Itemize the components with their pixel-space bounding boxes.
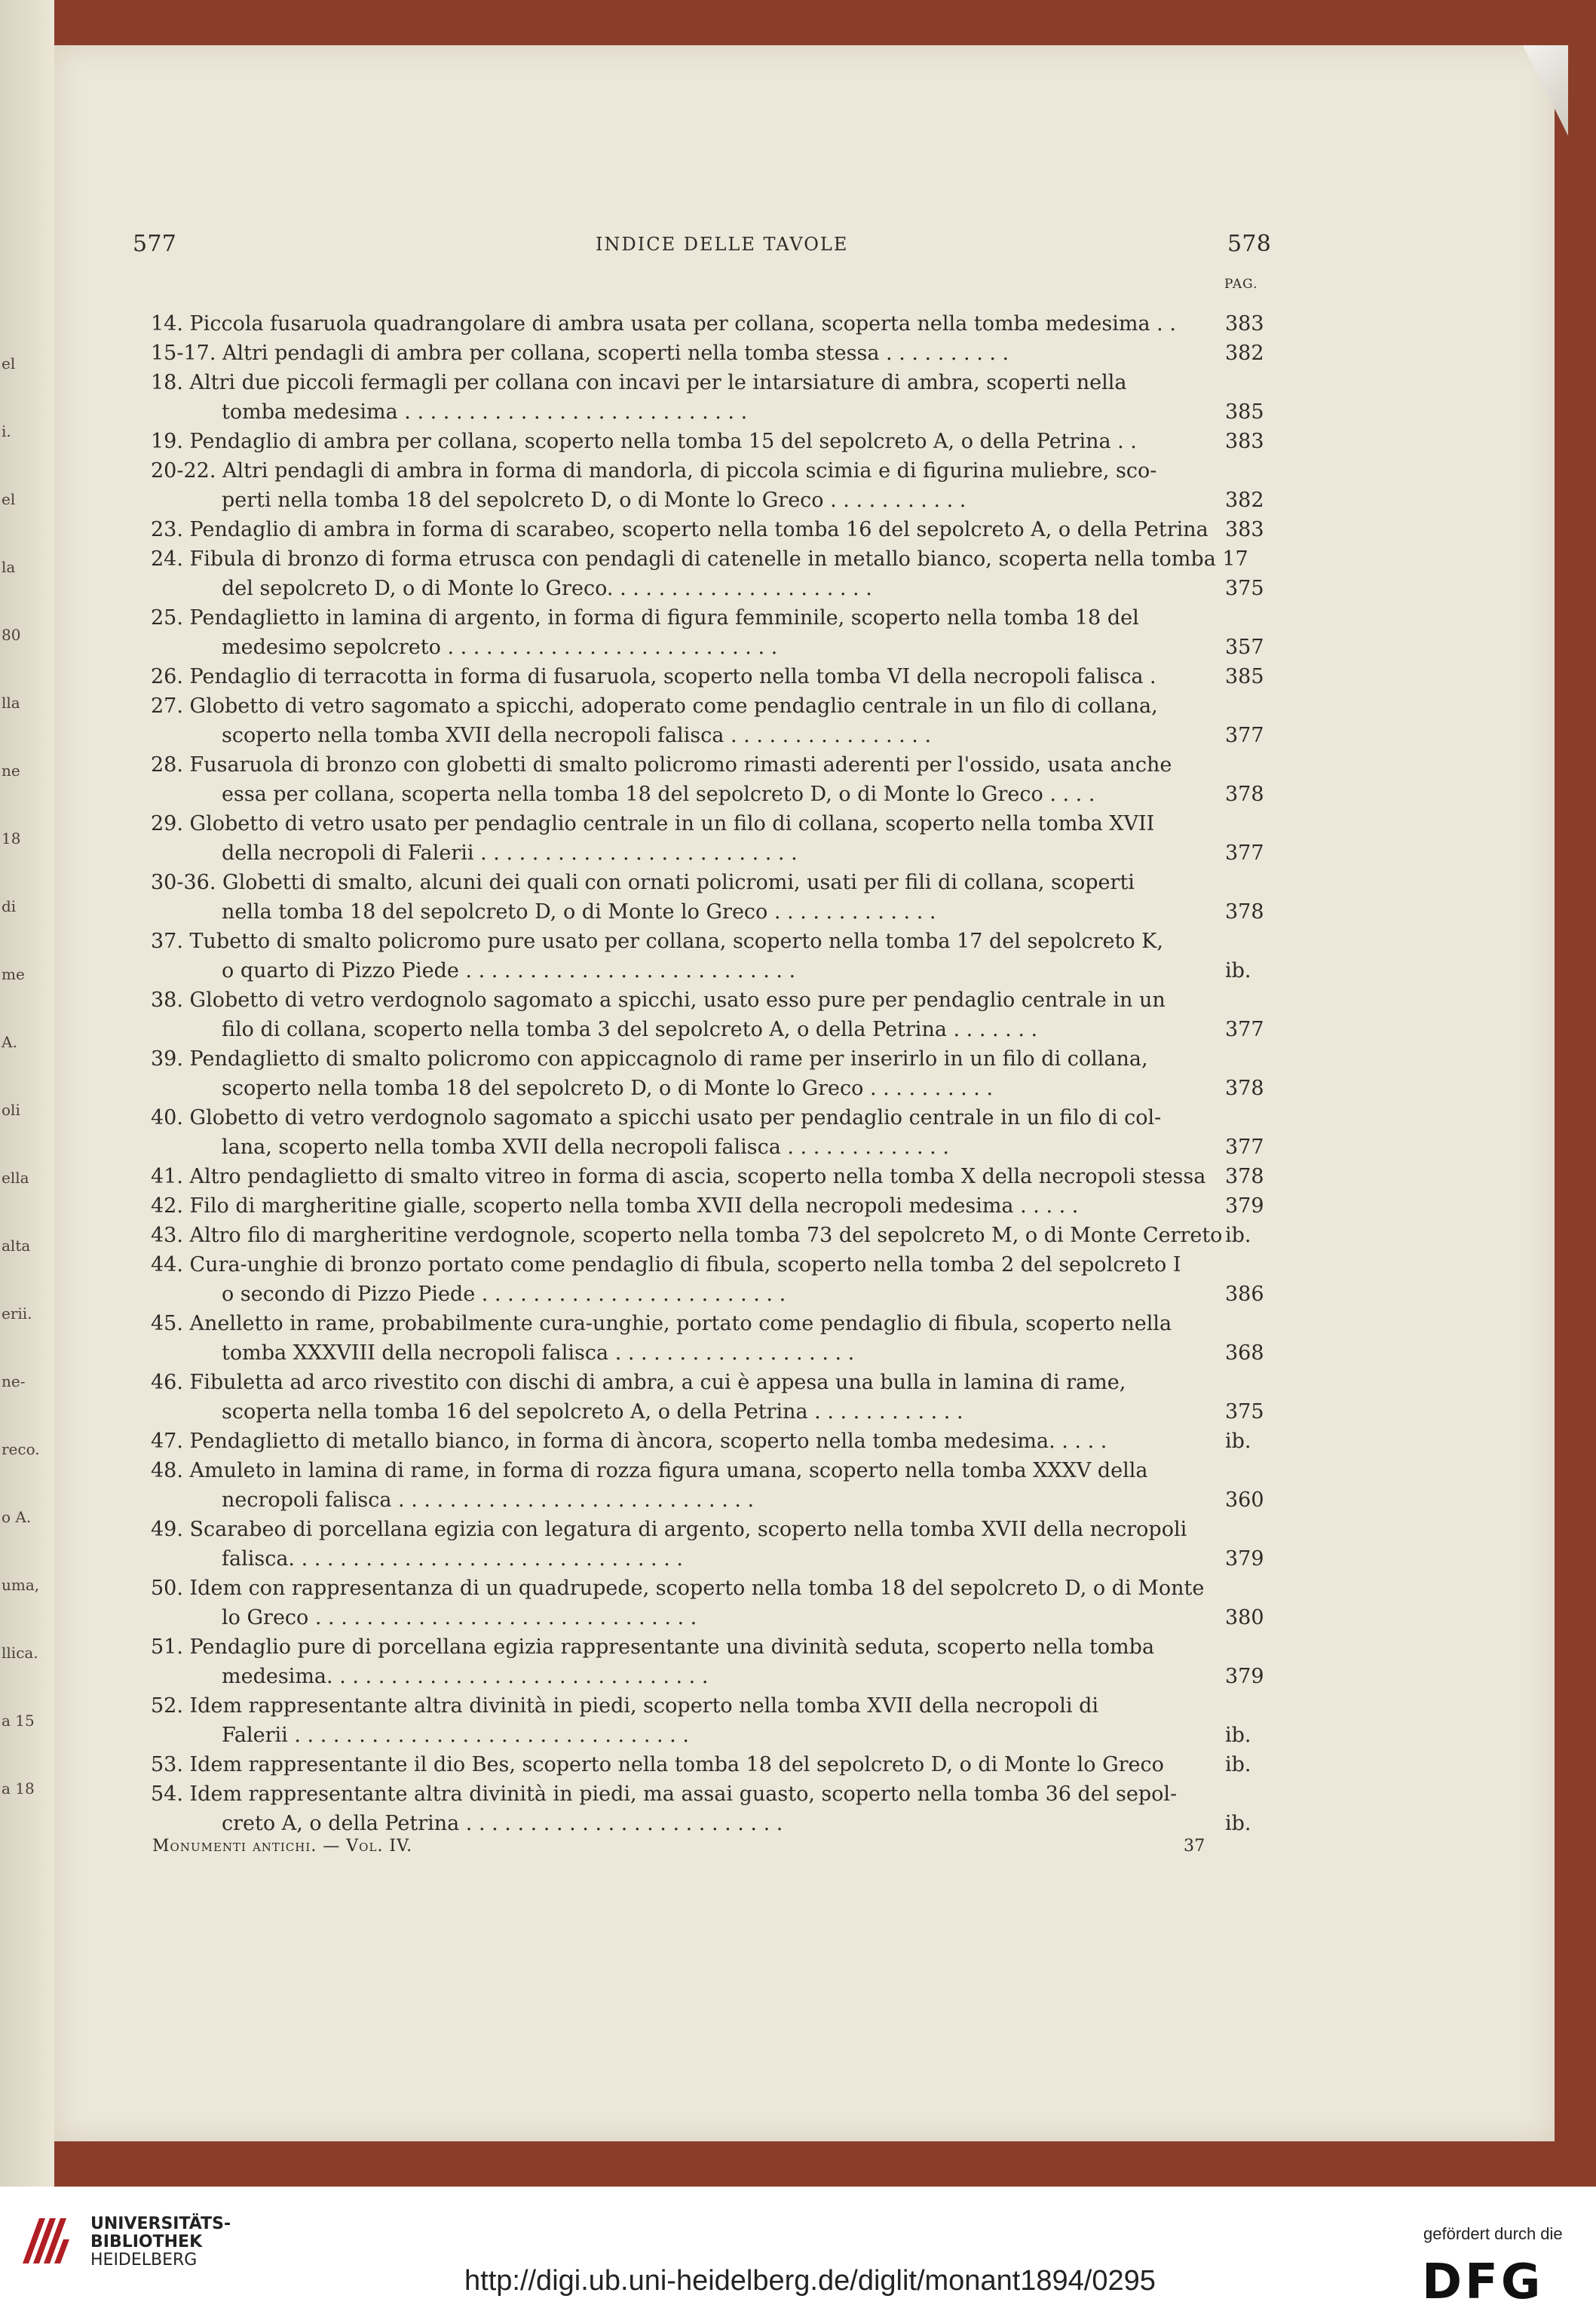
index-entry-line	[151, 456, 1282, 486]
entry-text: 25. Pendaglietto in lamina di argento, in forma di figura femminile, scoperto nella tomba 18 del	[151, 606, 1139, 630]
entry-page-ref: 378	[1225, 783, 1264, 806]
library-name-line2: BIBLIOTHEK	[90, 2233, 203, 2251]
left-page-number: 577	[133, 231, 177, 257]
entry-text: creto A, o della Petrina . . . . . . . . . . . . . . . . . . . . . . . . .	[222, 1812, 783, 1835]
dfg-logo: DFG	[1422, 2254, 1544, 2310]
index-entry-line	[151, 309, 1282, 339]
index-entry-continuation	[151, 897, 1282, 927]
entry-page-ref: 383	[1225, 312, 1264, 336]
plate-index-list	[151, 309, 1282, 1838]
index-entry-continuation	[151, 1603, 1282, 1632]
facing-page-fragment: o A.	[2, 1508, 32, 1526]
facing-page-fragment: oli	[2, 1101, 20, 1119]
library-name-line1: UNIVERSITÄTS-	[90, 2214, 231, 2233]
entry-text: 39. Pendaglietto di smalto policromo con appiccagnolo di rame per inserirlo in un filo di collana,	[151, 1047, 1148, 1071]
entry-text: 45. Anelletto in rame, probabilmente cura-unghie, portato come pendaglio di fibula, scoperto nella	[151, 1312, 1172, 1335]
entry-text: 46. Fibuletta ad arco rivestito con dischi di ambra, a cui è appesa una bulla in lamina di rame,	[151, 1371, 1126, 1394]
index-entry-continuation	[151, 1280, 1282, 1309]
entry-text: o secondo di Pizzo Piede . . . . . . . . . . . . . . . . . . . . . . . .	[222, 1283, 786, 1306]
entry-page-ref: 386	[1225, 1283, 1264, 1306]
entry-text: 30-36. Globetti di smalto, alcuni dei quali con ornati policromi, usati per fili di collana, scoperti	[151, 871, 1135, 894]
entry-text: necropoli falisca . . . . . . . . . . . . . . . . . . . . . . . . . . . .	[222, 1488, 755, 1512]
entry-text: 40. Globetto di vetro verdognolo sagomato a spicchi usato per pendaglio centrale in un filo di col-	[151, 1106, 1162, 1129]
entry-text: 43. Altro filo di margheritine verdognole, scoperto nella tomba 73 del sepolcreto M, o di Monte Cerreto	[151, 1224, 1223, 1247]
entry-text: Falerii . . . . . . . . . . . . . . . . . . . . . . . . . . . . . . .	[222, 1724, 689, 1747]
index-entry-continuation	[151, 1662, 1282, 1691]
index-entry-line	[151, 1191, 1282, 1221]
adjacent-page-strip	[0, 0, 54, 2187]
index-entry-continuation	[151, 1397, 1282, 1427]
entry-page-ref: 360	[1225, 1488, 1264, 1512]
entry-text: 48. Amuleto in lamina di rame, in forma di rozza figura umana, scoperto nella tomba XXXV della	[151, 1459, 1148, 1482]
index-entry-line	[151, 1691, 1282, 1721]
university-library-logo-icon	[17, 2211, 77, 2271]
entry-text: scoperta nella tomba 16 del sepolcreto A, o della Petrina . . . . . . . . . . . .	[222, 1400, 963, 1424]
index-entry-line	[151, 1368, 1282, 1397]
entry-text: 42. Filo di margheritine gialle, scoperto nella tomba XVII della necropoli medesima . . . . .	[151, 1194, 1079, 1218]
facing-page-fragment: di	[2, 897, 17, 915]
entry-text: filo di collana, scoperto nella tomba 3 del sepolcreto A, o della Petrina . . . . . . .	[222, 1018, 1038, 1041]
entry-page-ref: 379	[1225, 1547, 1264, 1571]
index-entry-line	[151, 1221, 1282, 1250]
entry-text: nella tomba 18 del sepolcreto D, o di Monte lo Greco . . . . . . . . . . . . .	[222, 900, 936, 924]
facing-page-fragment: A.	[2, 1033, 17, 1051]
running-title: INDICE DELLE TAVOLE	[596, 234, 849, 255]
facing-page-fragment: el	[2, 490, 16, 508]
facing-page-fragment: reco.	[2, 1440, 40, 1458]
index-entry-line	[151, 1632, 1282, 1662]
index-entry-line	[151, 515, 1282, 544]
entry-page-ref: 375	[1225, 577, 1264, 600]
index-entry-continuation	[151, 1544, 1282, 1574]
index-entry-continuation	[151, 780, 1282, 809]
entry-page-ref: 377	[1225, 1136, 1264, 1159]
entry-text: 23. Pendaglio di ambra in forma di scarabeo, scoperto nella tomba 16 del sepolcreto A, o della Petrina	[151, 518, 1208, 541]
index-entry-continuation	[151, 1485, 1282, 1515]
entry-text: 51. Pendaglio pure di porcellana egizia rappresentante una divinità seduta, scoperto nella tomba	[151, 1635, 1155, 1659]
entry-page-ref: 377	[1225, 841, 1264, 865]
facing-page-fragment: la	[2, 558, 16, 576]
index-entry-line	[151, 368, 1282, 397]
entry-page-ref: 378	[1225, 1077, 1264, 1100]
index-entry-continuation	[151, 838, 1282, 868]
entry-text: lo Greco . . . . . . . . . . . . . . . . . . . . . . . . . . . . . .	[222, 1606, 697, 1629]
facing-page-fragment: i.	[2, 422, 11, 440]
index-entry-line	[151, 1515, 1282, 1544]
entry-text: essa per collana, scoperta nella tomba 18 del sepolcreto D, o di Monte lo Greco . . . .	[222, 783, 1095, 806]
entry-text: 37. Tubetto di smalto policromo pure usato per collana, scoperto nella tomba 17 del sepolcreto K,	[151, 930, 1163, 953]
entry-page-ref: 379	[1225, 1194, 1264, 1218]
facing-page-fragment: a 15	[2, 1712, 35, 1730]
index-entry-continuation	[151, 1721, 1282, 1750]
index-entry-line	[151, 1044, 1282, 1074]
entry-text: tomba medesima . . . . . . . . . . . . . . . . . . . . . . . . . . .	[222, 400, 748, 424]
entry-page-ref: 378	[1225, 1165, 1264, 1188]
entry-page-ref: ib.	[1225, 959, 1251, 982]
facing-page-fragment: 18	[2, 829, 21, 847]
index-entry-continuation	[151, 633, 1282, 662]
index-entry-line	[151, 603, 1282, 633]
entry-page-ref: 357	[1225, 636, 1264, 659]
right-page-number: 578	[1227, 231, 1272, 257]
entry-text: medesimo sepolcreto . . . . . . . . . . . . . . . . . . . . . . . . . .	[222, 636, 778, 659]
index-entry-line	[151, 1456, 1282, 1485]
entry-text: 26. Pendaglio di terracotta in forma di fusaruola, scoperto nella tomba VI della necropoli falisca .	[151, 665, 1156, 688]
facing-page-fragment: llica.	[2, 1644, 38, 1662]
index-entry-continuation	[151, 956, 1282, 985]
entry-text: tomba XXXVIII della necropoli falisca . . . . . . . . . . . . . . . . . . .	[222, 1341, 855, 1365]
entry-text: della necropoli di Falerii . . . . . . . . . . . . . . . . . . . . . . . . .	[222, 841, 798, 865]
index-entry-line	[151, 809, 1282, 838]
funding-caption: gefördert durch die	[1423, 2224, 1563, 2243]
entry-page-ref: 379	[1225, 1665, 1264, 1688]
index-entry-line	[151, 985, 1282, 1015]
entry-text: 27. Globetto di vetro sagomato a spicchi, adoperato come pendaglio centrale in un filo di collana,	[151, 694, 1158, 718]
entry-text: 41. Altro pendaglietto di smalto vitreo in forma di ascia, scoperto nella tomba X della necropoli stessa	[151, 1165, 1206, 1188]
index-entry-continuation	[151, 486, 1282, 515]
entry-page-ref: 377	[1225, 1018, 1264, 1041]
facing-page-fragment: ne-	[2, 1372, 26, 1390]
index-entry-line	[151, 691, 1282, 721]
index-entry-continuation	[151, 1809, 1282, 1838]
index-entry-continuation	[151, 397, 1282, 427]
entry-page-ref: ib.	[1225, 1430, 1251, 1453]
index-entry-line	[151, 1162, 1282, 1191]
facing-page-fragment: uma,	[2, 1576, 40, 1594]
index-entry-line	[151, 868, 1282, 897]
entry-page-ref: 382	[1225, 489, 1264, 512]
entry-text: 29. Globetto di vetro usato per pendaglio centrale in un filo di collana, scoperto nella tomba XVII	[151, 812, 1155, 835]
library-city: HEIDELBERG	[90, 2251, 198, 2270]
entry-page-ref: 383	[1225, 518, 1264, 541]
facing-page-fragment: lla	[2, 694, 20, 712]
index-entry-line	[151, 1309, 1282, 1338]
facing-page-fragment: alta	[2, 1237, 31, 1255]
entry-text: 44. Cura-unghie di bronzo portato come pendaglio di fibula, scoperto nella tomba 2 del sepolcreto I	[151, 1253, 1181, 1277]
entry-text: 54. Idem rappresentante altra divinità in piedi, ma assai guasto, scoperto nella tomba 36 del sepol-	[151, 1782, 1178, 1806]
index-entry-continuation	[151, 1132, 1282, 1162]
facing-page-fragment: 80	[2, 626, 21, 644]
facing-page-fragment: ella	[2, 1169, 29, 1187]
entry-page-ref: 380	[1225, 1606, 1264, 1629]
entry-text: 38. Globetto di vetro verdognolo sagomato a spicchi, usato esso pure per pendaglio centrale in un	[151, 988, 1166, 1012]
entry-page-ref: ib.	[1225, 1724, 1251, 1747]
entry-page-ref: 368	[1225, 1341, 1264, 1365]
index-entry-continuation	[151, 721, 1282, 750]
entry-text: 20-22. Altri pendagli di ambra in forma di mandorla, di piccola scimia e di figurina muliebre, sco-	[151, 459, 1157, 483]
facing-page-fragment: erii.	[2, 1304, 32, 1323]
index-entry-continuation	[151, 1015, 1282, 1044]
entry-text: 49. Scarabeo di porcellana egizia con legatura di argento, scoperto nella tomba XVII della necropoli	[151, 1518, 1187, 1541]
entry-page-ref: ib.	[1225, 1224, 1251, 1247]
entry-text: 47. Pendaglietto di metallo bianco, in forma di àncora, scoperto nella tomba medesima. . . . .	[151, 1430, 1107, 1453]
entry-text: falisca. . . . . . . . . . . . . . . . . . . . . . . . . . . . . . .	[222, 1547, 683, 1571]
footer-signature: 37	[1184, 1837, 1205, 1856]
permalink-url[interactable]: http://digi.ub.uni-heidelberg.de/diglit/monant1894/0295	[464, 2265, 1156, 2297]
index-entry-line	[151, 1427, 1282, 1456]
footer-publication: Monumenti antichi. — Vol. IV.	[152, 1837, 413, 1856]
index-entry-line	[151, 339, 1282, 368]
entry-text: 19. Pendaglio di ambra per collana, scoperto nella tomba 15 del sepolcreto A, o della Petrina . .	[151, 430, 1137, 453]
page-column-label: PAG.	[1224, 277, 1258, 292]
entry-text: 52. Idem rappresentante altra divinità in piedi, scoperto nella tomba XVII della necropoli di	[151, 1694, 1099, 1718]
index-entry-line	[151, 1103, 1282, 1132]
entry-text: 18. Altri due piccoli fermagli per collana con incavi per le intarsiature di ambra, scoperti nella	[151, 371, 1127, 394]
entry-page-ref: 385	[1225, 400, 1264, 424]
index-entry-line	[151, 427, 1282, 456]
facing-page-fragment: el	[2, 354, 16, 372]
index-entry-line	[151, 927, 1282, 956]
entry-text: 28. Fusaruola di bronzo con globetti di smalto policromo rimasti aderenti per l'ossido, usata anche	[151, 753, 1172, 777]
index-entry-continuation	[151, 1074, 1282, 1103]
index-entry-line	[151, 662, 1282, 691]
facing-page-fragment: ne	[2, 762, 20, 780]
entry-text: scoperto nella tomba XVII della necropoli falisca . . . . . . . . . . . . . . . .	[222, 724, 932, 747]
entry-text: 53. Idem rappresentante il dio Bes, scoperto nella tomba 18 del sepolcreto D, o di Monte lo Greco	[151, 1753, 1164, 1776]
entry-text: del sepolcreto D, o di Monte lo Greco. . . . . . . . . . . . . . . . . . . . .	[222, 577, 872, 600]
entry-text: 24. Fibula di bronzo di forma etrusca con pendagli di catenelle in metallo bianco, scoperta nella tomba 17	[151, 547, 1248, 571]
index-entry-line	[151, 1750, 1282, 1779]
entry-page-ref: ib.	[1225, 1753, 1251, 1776]
index-entry-continuation	[151, 574, 1282, 603]
index-entry-line	[151, 1574, 1282, 1603]
index-entry-line	[151, 544, 1282, 574]
entry-text: 14. Piccola fusaruola quadrangolare di ambra usata per collana, scoperta nella tomba medesima . .	[151, 312, 1176, 336]
facing-page-fragment: a 18	[2, 1779, 35, 1798]
entry-text: perti nella tomba 18 del sepolcreto D, o di Monte lo Greco . . . . . . . . . . .	[222, 489, 966, 512]
entry-text: 15-17. Altri pendagli di ambra per collana, scoperti nella tomba stessa . . . . . . . . . .	[151, 342, 1009, 365]
index-entry-line	[151, 750, 1282, 780]
entry-text: medesima. . . . . . . . . . . . . . . . . . . . . . . . . . . . . .	[222, 1665, 709, 1688]
entry-page-ref: 382	[1225, 342, 1264, 365]
entry-page-ref: 375	[1225, 1400, 1264, 1424]
entry-page-ref: 383	[1225, 430, 1264, 453]
facing-page-fragment: me	[2, 965, 25, 983]
entry-text: o quarto di Pizzo Piede . . . . . . . . . . . . . . . . . . . . . . . . . .	[222, 959, 796, 982]
entry-page-ref: 378	[1225, 900, 1264, 924]
entry-page-ref: 377	[1225, 724, 1264, 747]
entry-text: lana, scoperto nella tomba XVII della necropoli falisca . . . . . . . . . . . . .	[222, 1136, 949, 1159]
index-entry-line	[151, 1250, 1282, 1280]
entry-page-ref: ib.	[1225, 1812, 1251, 1835]
library-name	[90, 2215, 231, 2270]
index-entry-line	[151, 1779, 1282, 1809]
entry-text: 50. Idem con rappresentanza di un quadrupede, scoperto nella tomba 18 del sepolcreto D, o di Monte	[151, 1577, 1205, 1600]
entry-page-ref: 385	[1225, 665, 1264, 688]
entry-text: scoperto nella tomba 18 del sepolcreto D, o di Monte lo Greco . . . . . . . . . .	[222, 1077, 994, 1100]
index-entry-continuation	[151, 1338, 1282, 1368]
